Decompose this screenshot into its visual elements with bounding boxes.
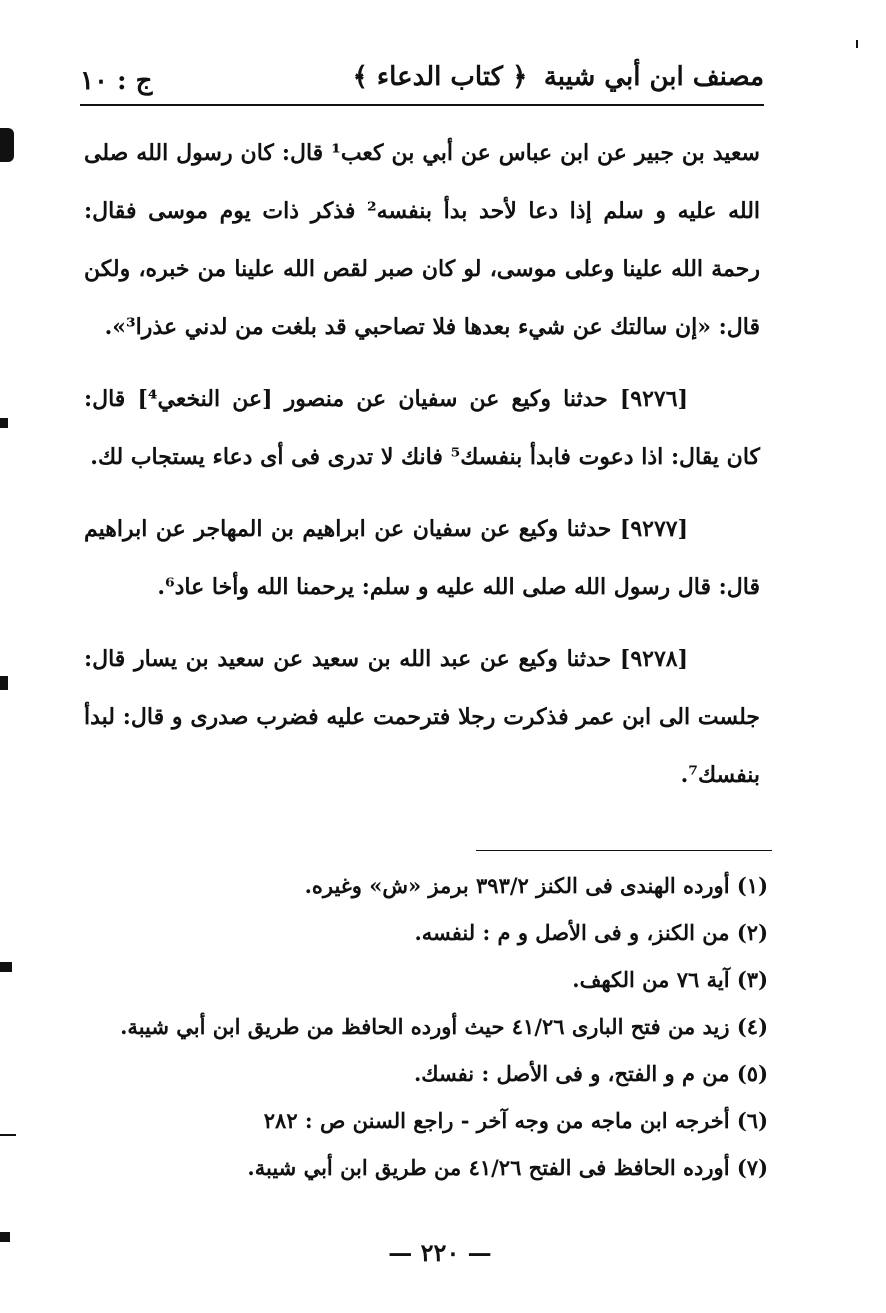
- footnotes-rule: [476, 850, 772, 851]
- footnote-4: (٤) زيد من فتح البارى ٤١/٢٦ حيث أورده الحافظ من طريق ابن أبي شيبة.: [120, 1014, 768, 1039]
- scan-mark: [0, 1232, 10, 1242]
- footnote-2: (٢) من الكنز، و فى الأصل و م : لنفسه.: [414, 920, 768, 945]
- paragraph-continuation: سعيد بن جبير عن ابن عباس عن أبي بن كعب¹ قال: كان رسول الله صلى الله عليه و سلم إذا دعا لأحد بدأ بنفسه² فذكر ذات يوم موسى فقال: رحمة الله علينا وعلى موسى، لو كان صبر لقص الله علينا من خبره، ولكن قال: «إن سالتك عن شيء بعدها فلا تصاحبي قد بلغت من لدني عذرا³».: [84, 140, 761, 340]
- footnote-1: (١) أورده الهندى فى الكنز ٣٩٣/٢ برمز «ش» وغيره.: [304, 873, 768, 898]
- page-number: — ٢٢٠ —: [388, 1238, 492, 1267]
- scan-mark: [0, 962, 12, 972]
- scan-mark: [0, 418, 8, 428]
- footnote-5: (٥) من م و الفتح، و فى الأصل : نفسك.: [413, 1061, 768, 1086]
- footnote-3: (٣) آية ٧٦ من الكهف.: [572, 967, 768, 992]
- header-rule: [80, 104, 764, 106]
- scan-mark: [0, 676, 8, 690]
- scan-mark: [0, 128, 14, 162]
- footnote-7: (٧) أورده الحافظ فى الفتح ٤١/٢٦ من طريق ابن أبي شيبة.: [247, 1155, 768, 1180]
- hadith-9276: [٩٢٧٦] حدثنا وكيع عن سفيان عن منصور [عن النخعي⁴] قال: كان يقال: اذا دعوت فابدأ بنفسك⁵ فانك لا تدرى فى أى دعاء يستجاب لك.: [84, 386, 760, 470]
- main-text: [84, 124, 760, 804]
- chapter-title: ﴿ كتاب الدعاء ﴾: [352, 62, 528, 92]
- footnotes: [90, 862, 768, 1191]
- hadith-9278: [٩٢٧٨] حدثنا وكيع عن عبد الله بن سعيد عن سعيد بن يسار قال: جلست الى ابن عمر فذكرت رجلا فترحمت عليه فضرب صدرى و قال: لبدأ بنفسك⁷.: [84, 646, 760, 788]
- footnote-6: (٦) أخرجه ابن ماجه من وجه آخر - راجع السنن ص : ٢٨٢: [263, 1108, 768, 1133]
- volume-label: ج : ١٠: [80, 66, 153, 96]
- running-header: [80, 58, 764, 106]
- hadith-9277: [٩٢٧٧] حدثنا وكيع عن سفيان عن ابراهيم بن المهاجر عن ابراهيم قال: قال رسول الله صلى الله عليه و سلم: يرحمنا الله وأخا عاد⁶.: [84, 516, 760, 600]
- scan-mark: [856, 40, 858, 48]
- scan-mark: [0, 1134, 16, 1136]
- book-title: مصنف ابن أبي شيبة: [543, 62, 764, 92]
